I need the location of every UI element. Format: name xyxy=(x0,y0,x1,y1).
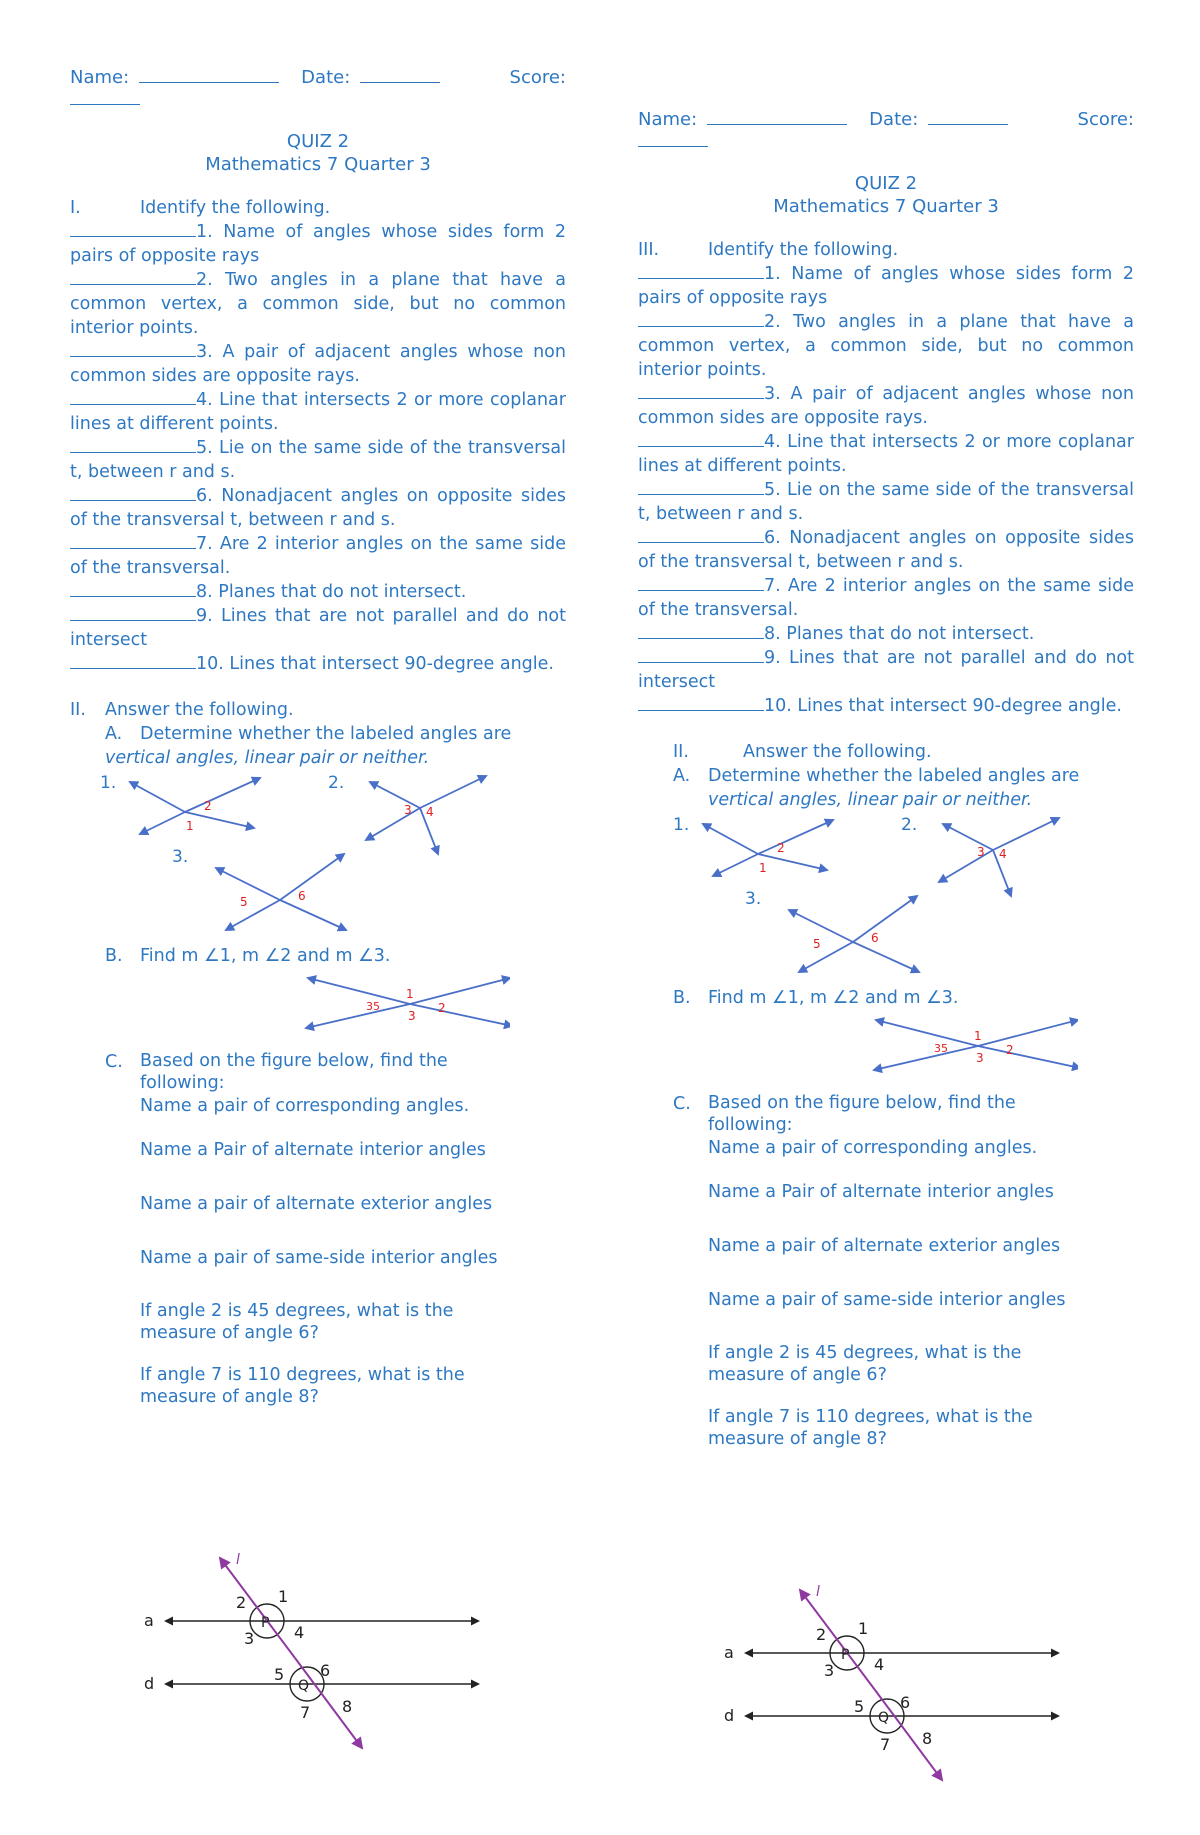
ray-line xyxy=(410,1004,510,1026)
angle-number: 3 xyxy=(244,1629,255,1648)
item-text-rest: coplanar lines at different points. xyxy=(638,432,1134,476)
answer-blank[interactable] xyxy=(70,580,196,597)
part2-c-text: Based on the figure below, find the following: xyxy=(140,1051,448,1093)
score-label: Score: xyxy=(509,67,566,88)
item-text: 10. Lines that intersect 90-degree xyxy=(764,696,1063,716)
date-blank[interactable] xyxy=(360,66,440,83)
part2-c xyxy=(70,1050,566,1408)
fig-number-1: 1. xyxy=(100,773,117,793)
part2-a-text: Determine whether the labeled angles are xyxy=(708,766,1080,786)
item-text: 4. Line that intersects 2 or more xyxy=(196,390,484,410)
item-text: 8. Planes that do not intersect. xyxy=(196,582,467,602)
question: Name a pair of same-side interior angles xyxy=(708,1290,1066,1310)
angle-label: 4 xyxy=(426,805,434,819)
answer-blank[interactable] xyxy=(70,532,196,549)
angle-label: 6 xyxy=(298,889,306,903)
ray-line xyxy=(308,978,410,1004)
angle-number: 6 xyxy=(900,1693,911,1712)
part2-heading-text: Answer the following. xyxy=(743,742,932,762)
quiz-subtitle: Mathematics 7 Quarter 3 xyxy=(773,196,999,217)
item-text-rest: coplanar lines at different points. xyxy=(70,390,566,434)
name-blank[interactable] xyxy=(139,66,279,83)
part1-heading-text: Identify the following. xyxy=(140,198,331,218)
ray-line xyxy=(140,812,185,834)
part2-numeral: II. xyxy=(673,742,689,762)
given-angle-label: 35 xyxy=(934,1042,948,1055)
part2-a-italic: vertical angles, linear pair or neither. xyxy=(708,790,1033,810)
list-item xyxy=(70,484,566,532)
ray-line xyxy=(853,896,917,942)
ray-line xyxy=(306,1004,410,1028)
header-fields xyxy=(70,66,566,88)
item-text-rest: common vertex, a common side, but no common interior points. xyxy=(638,336,1134,380)
part2-b-letter: B. xyxy=(673,988,691,1008)
angle-label: 2 xyxy=(1006,1043,1014,1057)
part2-heading-text: Answer the following. xyxy=(105,700,294,720)
ray-line xyxy=(410,978,510,1004)
list-item xyxy=(70,268,566,340)
angle-number: 7 xyxy=(880,1735,891,1754)
part2-numeral: II. xyxy=(70,700,86,720)
item-text-rest: transversal t, between r and s. xyxy=(70,438,566,482)
answer-blank[interactable] xyxy=(638,430,764,447)
figure-transversal-left xyxy=(140,1548,500,1758)
answer-blank[interactable] xyxy=(638,622,764,639)
item-text: 2. Two angles in a plane that have a xyxy=(196,270,566,290)
ray-line xyxy=(216,868,280,900)
angle-label: 2 xyxy=(438,1001,446,1015)
part2-b-letter: B. xyxy=(105,946,123,966)
angle-number: 4 xyxy=(874,1655,885,1674)
list-item xyxy=(638,574,1134,622)
item-text-rest: angle. xyxy=(1067,696,1122,716)
angle-number: 1 xyxy=(278,1587,289,1606)
item-text: 7. Are 2 interior angles on the same xyxy=(196,534,523,554)
part2-b-text: Find m ∠1, m ∠2 and m ∠3. xyxy=(708,988,959,1008)
angle-label: 1 xyxy=(974,1029,982,1043)
list-item xyxy=(70,652,566,676)
ray-line xyxy=(366,808,420,840)
part2-a-letter: A. xyxy=(105,724,123,744)
answer-blank[interactable] xyxy=(638,526,764,543)
list-item xyxy=(70,340,566,388)
list-item xyxy=(638,622,1134,646)
answer-blank[interactable] xyxy=(638,382,764,399)
given-angle-label: 35 xyxy=(366,1000,380,1013)
angle-number: 4 xyxy=(294,1623,305,1642)
question: Name a pair of same-side interior angles xyxy=(140,1248,498,1268)
item-text: 7. Are 2 interior angles on the same xyxy=(764,576,1091,596)
question: If angle 2 is 45 degrees, what is the measure of angle 6? xyxy=(140,1301,454,1343)
ray-line xyxy=(758,820,833,854)
answer-blank[interactable] xyxy=(70,652,196,669)
item-text: 4. Line that intersects 2 or more xyxy=(764,432,1052,452)
ray-line xyxy=(185,812,254,828)
item-text: 1. Name of angles whose sides form xyxy=(196,222,545,242)
ray-line xyxy=(370,782,420,808)
angle-label: 2 xyxy=(777,841,785,855)
list-item xyxy=(638,694,1134,718)
transversal-line xyxy=(220,1558,295,1658)
part2-b xyxy=(638,986,1134,1010)
list-item xyxy=(638,382,1134,430)
ray-line xyxy=(713,854,758,876)
item-text-rest: side of the transversal. xyxy=(638,576,1134,620)
item-text-rest: sides of the transversal t, between r and s. xyxy=(70,486,566,530)
part2-a-text: Determine whether the labeled angles are xyxy=(140,724,512,744)
question: If angle 7 is 110 degrees, what is the measure of angle 8? xyxy=(708,1407,1033,1449)
ray-line xyxy=(978,1020,1078,1046)
item-text-rest: angle. xyxy=(499,654,554,674)
header-fields xyxy=(638,108,1134,130)
part2-heading xyxy=(70,698,566,722)
angle-label: 3 xyxy=(404,803,412,817)
name-label: Name: xyxy=(70,67,130,88)
fig-number-2: 2. xyxy=(328,773,345,793)
part2-b-text: Find m ∠1, m ∠2 and m ∠3. xyxy=(140,946,391,966)
ray-line xyxy=(943,824,993,850)
angle-label: 3 xyxy=(977,845,985,859)
ray-line xyxy=(130,782,185,812)
angle-number: 2 xyxy=(816,1625,827,1644)
question: If angle 2 is 45 degrees, what is the measure of angle 6? xyxy=(708,1343,1022,1385)
ray-line xyxy=(978,1046,1078,1068)
ray-line xyxy=(758,854,827,870)
ray-line xyxy=(226,900,280,930)
part1-items xyxy=(70,220,566,676)
list-item xyxy=(70,532,566,580)
item-text-rest: not intersect xyxy=(638,648,1134,692)
angle-number: 6 xyxy=(320,1661,331,1680)
part1-numeral: I. xyxy=(70,198,81,218)
ray-line xyxy=(703,824,758,854)
angle-number: 8 xyxy=(342,1697,353,1716)
angle-number: 8 xyxy=(922,1729,933,1748)
score-blank[interactable] xyxy=(638,130,708,147)
list-item xyxy=(70,220,566,268)
label-l: l xyxy=(816,1584,820,1600)
part2-a xyxy=(70,722,566,770)
answer-blank[interactable] xyxy=(70,436,196,453)
answer-blank[interactable] xyxy=(638,574,764,591)
ray-line xyxy=(939,850,993,882)
figure-angle-pairs xyxy=(673,812,1113,982)
angle-label: 6 xyxy=(871,931,879,945)
ray-line xyxy=(874,1046,978,1070)
name-label: Name: xyxy=(638,109,698,130)
item-text: 3. A pair of adjacent angles whose xyxy=(196,342,524,362)
item-text: 9. Lines that are not parallel and do xyxy=(764,648,1097,668)
part2-c-text: Based on the figure below, find the following: xyxy=(708,1093,1016,1135)
ray-line xyxy=(876,1020,978,1046)
figure-find-angles xyxy=(70,968,510,1038)
quiz-copy-right xyxy=(638,108,1134,1450)
score-label: Score: xyxy=(1077,109,1134,130)
angle-number: 1 xyxy=(858,1619,869,1638)
fig-number-3: 3. xyxy=(172,847,189,867)
label-d: d xyxy=(724,1706,735,1725)
item-text-rest: 2 pairs of opposite rays xyxy=(638,264,1134,308)
fig-number-2: 2. xyxy=(901,815,918,835)
label-a: a xyxy=(724,1643,734,1662)
quiz-copy-left xyxy=(70,66,566,1408)
answer-blank[interactable] xyxy=(638,310,764,327)
item-text-rest: side of the transversal. xyxy=(70,534,566,578)
question: Name a Pair of alternate interior angles xyxy=(708,1182,1054,1202)
part1-heading xyxy=(70,196,566,220)
label-d: d xyxy=(144,1674,155,1693)
item-text-rest: non common sides are opposite rays. xyxy=(70,342,566,386)
part2-c-letter: C. xyxy=(105,1052,123,1072)
angle-label: 5 xyxy=(813,937,821,951)
part2-a-letter: A. xyxy=(673,766,691,786)
list-item xyxy=(638,646,1134,694)
question: Name a Pair of alternate interior angles xyxy=(140,1140,486,1160)
date-label: Date: xyxy=(869,109,919,130)
angle-number: 5 xyxy=(274,1665,285,1684)
angle-label: 1 xyxy=(186,819,194,833)
part2-c xyxy=(638,1092,1134,1450)
angle-label: 3 xyxy=(408,1009,416,1023)
figure-angle-pairs xyxy=(100,770,540,940)
angle-label: 4 xyxy=(999,847,1007,861)
ray-line xyxy=(280,900,346,930)
label-a: a xyxy=(144,1611,154,1630)
part2-a xyxy=(638,764,1134,812)
list-item xyxy=(638,430,1134,478)
figure-transversal-right xyxy=(720,1580,1080,1790)
quiz-title: QUIZ 2 xyxy=(854,173,918,194)
answer-blank[interactable] xyxy=(70,340,196,357)
question: Name a pair of alternate exterior angles xyxy=(708,1236,1061,1256)
list-item xyxy=(638,478,1134,526)
date-blank[interactable] xyxy=(928,108,1008,125)
part1-items xyxy=(638,262,1134,718)
fig-number-1: 1. xyxy=(673,815,690,835)
angle-label: 1 xyxy=(406,987,414,1001)
fig-number-3: 3. xyxy=(745,889,762,909)
quiz-subtitle: Mathematics 7 Quarter 3 xyxy=(205,154,431,175)
angle-number: 2 xyxy=(236,1593,247,1612)
label-l: l xyxy=(236,1552,240,1568)
list-item xyxy=(638,526,1134,574)
label-P: P xyxy=(261,1615,270,1631)
angle-label: 2 xyxy=(204,799,212,813)
answer-blank[interactable] xyxy=(70,268,196,285)
angle-label: 5 xyxy=(240,895,248,909)
question: Name a pair of alternate exterior angles xyxy=(140,1194,493,1214)
item-text-rest: 2 pairs of opposite rays xyxy=(70,222,566,266)
item-text: 10. Lines that intersect 90-degree xyxy=(196,654,495,674)
part1-heading-text: Identify the following. xyxy=(708,240,899,260)
part1-heading xyxy=(638,238,1134,262)
item-text-rest: non common sides are opposite rays. xyxy=(638,384,1134,428)
list-item xyxy=(70,388,566,436)
answer-blank[interactable] xyxy=(70,604,196,621)
item-text: 3. A pair of adjacent angles whose xyxy=(764,384,1092,404)
question: Name a pair of corresponding angles. xyxy=(708,1138,1038,1158)
item-text: 5. Lie on the same side of the xyxy=(196,438,462,458)
part1-numeral: III. xyxy=(638,240,660,260)
label-P: P xyxy=(841,1647,850,1663)
item-text-rest: sides of the transversal t, between r and s. xyxy=(638,528,1134,572)
angle-label: 3 xyxy=(976,1051,984,1065)
part2-c-letter: C. xyxy=(673,1094,691,1114)
transversal-line xyxy=(800,1590,875,1690)
ray-line xyxy=(185,778,260,812)
ray-line xyxy=(789,910,853,942)
list-item xyxy=(70,604,566,652)
list-item xyxy=(638,310,1134,382)
score-blank[interactable] xyxy=(70,88,140,105)
part2-heading xyxy=(638,740,1134,764)
list-item xyxy=(70,436,566,484)
date-label: Date: xyxy=(301,67,351,88)
answer-blank[interactable] xyxy=(638,478,764,495)
question: Name a pair of corresponding angles. xyxy=(140,1096,470,1116)
item-text-rest: transversal t, between r and s. xyxy=(638,480,1134,524)
part2-b xyxy=(70,944,566,968)
name-blank[interactable] xyxy=(707,108,847,125)
angle-number: 5 xyxy=(854,1697,865,1716)
ray-line xyxy=(280,854,344,900)
item-text: 9. Lines that are not parallel and do xyxy=(196,606,529,626)
item-text-rest: common vertex, a common side, but no common interior points. xyxy=(70,294,566,338)
answer-blank[interactable] xyxy=(70,484,196,501)
figure-find-angles xyxy=(638,1010,1078,1080)
angle-number: 3 xyxy=(824,1661,835,1680)
angle-number: 7 xyxy=(300,1703,311,1722)
item-text: 1. Name of angles whose sides form xyxy=(764,264,1113,284)
question: If angle 7 is 110 degrees, what is the measure of angle 8? xyxy=(140,1365,465,1407)
item-text-rest: not intersect xyxy=(70,606,566,650)
list-item xyxy=(638,262,1134,310)
ray-line xyxy=(799,942,853,972)
answer-blank[interactable] xyxy=(638,694,764,711)
item-text: 8. Planes that do not intersect. xyxy=(764,624,1035,644)
quiz-title: QUIZ 2 xyxy=(286,131,350,152)
ray-line xyxy=(420,776,486,808)
list-item xyxy=(70,580,566,604)
item-text: 5. Lie on the same side of the xyxy=(764,480,1030,500)
item-text: 6. Nonadjacent angles on opposite xyxy=(764,528,1081,548)
ray-line xyxy=(993,818,1059,850)
label-Q: Q xyxy=(298,1678,310,1694)
ray-line xyxy=(853,942,919,972)
answer-blank[interactable] xyxy=(638,646,764,663)
label-Q: Q xyxy=(878,1710,890,1726)
answer-blank[interactable] xyxy=(638,262,764,279)
answer-blank[interactable] xyxy=(70,220,196,237)
angle-label: 1 xyxy=(759,861,767,875)
answer-blank[interactable] xyxy=(70,388,196,405)
part2-a-italic: vertical angles, linear pair or neither. xyxy=(105,748,430,768)
item-text: 6. Nonadjacent angles on opposite xyxy=(196,486,513,506)
item-text: 2. Two angles in a plane that have a xyxy=(764,312,1134,332)
